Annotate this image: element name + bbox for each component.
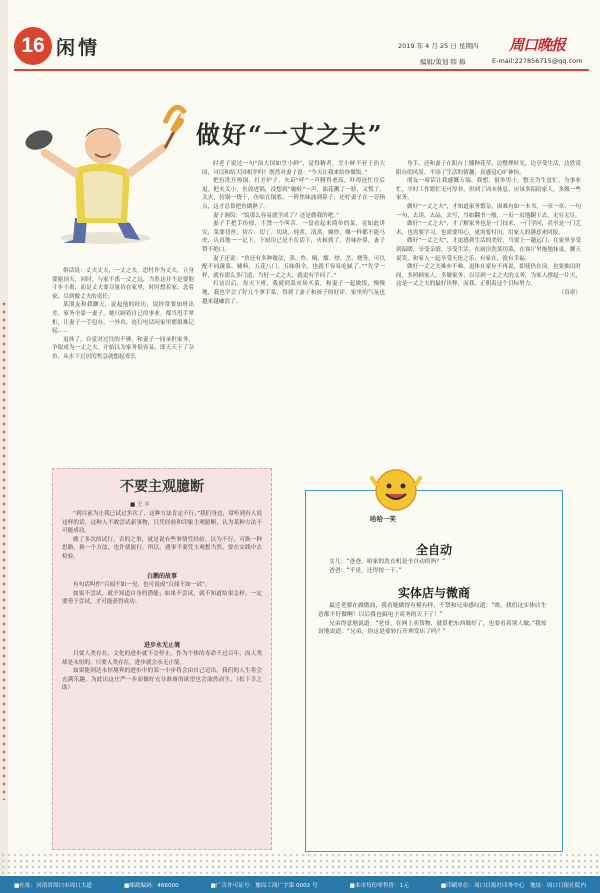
decorative-dots	[0, 300, 8, 800]
joke-line: 女儿：“爸爸，咱家的洗衣机是全自动的吗？”	[329, 559, 446, 565]
footer-postcode: ■邮政编码：466000	[124, 882, 179, 889]
header-email: E-mail:227856715@qq.com	[492, 57, 583, 65]
article-paragraph: 退休了，自觉对过往的不够，和妻子一同承担家务，争取成为一丈之夫。开始以为家务很容易，即天天下了杂鱼，从水下过居的焦急就想起香长	[52, 336, 194, 360]
essay-intro	[62, 510, 262, 568]
article-paragraph: 妻子还说：“鱼还有多种做法，蒸、炸、焖、熘、炒、烹、烧等，可以配不同蔬菜、辅料，五花八门，五味俱全，也就不容易吃腻了。”“先学一样，就有那么多门道，当好一丈之夫，就更有学问了。”	[202, 255, 385, 279]
newspaper-logo: 周口晚报	[509, 36, 566, 54]
article-paragraph: 打这以后，每天下班，我就到菜市场买菜，和妻子一起做饭，慢慢地，我也学会了好几个拿手菜，得到了妻子和孩子的好评，家里的气氛也越来越融洽了。	[202, 281, 385, 305]
article-paragraph: 妻子调侃：“饭那么容易就学成了？还是做我的吧。”	[213, 212, 340, 219]
essay-title: 不要主观臆断	[120, 479, 204, 495]
article-paragraph: 时老子说过一句“治大国如烹小鲜”，觉得精者，烹小鲜不亚于治大国，可以和给大国相差吗？既然对妻子说：“今天让我来给你做饭。”	[202, 161, 385, 176]
article-paragraph: 某朋友和我聊天，说起他的经历，说经常要加班出差，家务全靠一妻子，她只顾着自己的事业，都当甩手掌柜，让妻子一手包办，一外出，连打电话问家里都很难记起……	[52, 302, 194, 335]
joke-line: 爸爸：“不是，还得按一下。”	[329, 567, 402, 574]
article-paragraph: 把鱼洗开热锅，打开炉子，火苗“呼”一声腾得老高，吓得连忙往后退，把火关小，鱼放进锅，没想到“嗞啦”一声，油花溅了一脸，又慌了，关火，待锅一烧干，鱼贴在锅底，一阵焦味涌到鼻子，还好妻子在一旁指点，这才总算把鱼做熟了。	[202, 178, 385, 210]
essay-paragraph: 有句话叫作“百闻不如一见，也可说成“百闻不如一试”。	[73, 582, 211, 588]
essay-paragraph: 只要人类存在，文化的进步就不会停止，作为个体的寿命不过百年，而人类却是永恒的。只要人类存在，进步就会永无止境。	[62, 651, 262, 666]
joke-2-text	[318, 602, 550, 637]
joke-line: 兄弟得意地说道：“老哥，在网上卖货物，就算把东西做好了，也要看着别人做。”我惊讶地说道：“兄弟，你这是要转行开理发店了吗？”	[318, 620, 547, 636]
decorative-dot-band	[0, 852, 600, 874]
article-column-2	[202, 160, 385, 490]
article-paragraph: 朋友一席话让我感慨万端。我想，很多男士，整天为生意忙、为事业忙，平时工作繁忙无可厚非，但到了周末休息，应该多陪陪家人，多做一些家务。	[396, 178, 581, 202]
page-number: 16	[14, 27, 52, 65]
header-date: 2019 年 4 月 25 日 星期四	[398, 42, 479, 50]
article-column-3	[396, 160, 581, 490]
smiley-emoji-icon	[370, 462, 422, 514]
essay-subheading-1: 白鹅的故事	[146, 573, 177, 580]
header-rule	[14, 69, 589, 71]
article-paragraph: 妻子手把手传授，不禁一个叫苦。一盘看起来简单的菜，竟如此讲究，菜要切丝、切片、切丁、切块，炖煮、清蒸、爆炒，哪一样都不能马虎，认真地一一记下，下厨房已是不在话下，火候到了，香味扑鼻，妻子赞不绝口。	[202, 221, 385, 253]
article-paragraph: 做好“一丈之夫”，才知道家务繁杂，困难有如一本书，一章一章、一句一句，去读，去品，去写，当如翻书一般，一页一页地翻下去，无穷无尽。	[396, 203, 581, 219]
essay-byline: ■ 王 丰	[130, 502, 150, 508]
footer-printer: ■印刷单位：周口日报社印务中心 地址：周口日报社院内	[440, 882, 586, 889]
essay-section-2	[62, 650, 262, 730]
joke-line: 最近老婆在做微商，我看她做得有模有样，不禁和兄弟感叹道：“唉，我们这实体店生意都不好做啊！以后我也搞电子商务的天下了！”	[318, 603, 547, 618]
essay-paragraph: 如果能到达永恒境界的进步中的某一小步将会由自己迈出，我们的人生将会充满乐趣，为此出这庄严一步而做好充分准备的欲望也会油然而生。（松下幸之助）	[62, 668, 262, 692]
article-paragraph: 做好一丈之夫难亦不难，退休在家应不再说，即使仍在岗，也要抽出时间，多照顾家人，多做家务，以尽到一丈之夫的义务，为家人撑起一片天，这是一丈之夫的最好诠释，而我，正朝着这个目标努力。	[396, 264, 581, 288]
article-paragraph: 做好“一丈之夫”，才了解家务也是一门技术，一门学问，甚至是一门艺术，也需要学习，也需要用心，更需要付出，用家人的满意来回报。	[396, 221, 581, 236]
essay-subheading-2: 进步永无止境	[143, 642, 180, 649]
essay-paragraph: 做了多次的试行，否的之事，就是说有些事情凭经验，以为不行，可换一种思路，换一个方法，也许就能行。所以，遇事不要凭主观想当然，要在实践中去检验。	[62, 536, 262, 560]
footer-price: ■本市每份零售价：1元	[349, 882, 409, 889]
joke-2-title: 实体店与微商	[397, 586, 470, 600]
article-title: 做好“一丈之夫”	[196, 120, 384, 149]
article-column-1	[52, 267, 194, 463]
essay-paragraph: “到目前为止我已试过多次了，这种方法肯定不行。”我们身边，常听到有人说这样的话，这种人不敢尝试新事物，只凭经验和印象主观臆断，认为某种方法不可能成功。	[62, 511, 262, 535]
footer-license: ■广告许可证号：豫周工商广字第 0002 号	[210, 882, 318, 889]
header-editor: 编辑/策划 韩 梅	[420, 58, 466, 66]
article-paragraph: 俗话说：丈夫丈夫，一丈之夫。思忖作为丈夫，立身要能顶天，同时，与家不离一丈之远，当然这并不是要他寸步不离，而是丈夫要尽量待在家里，时时想着家，念着家，尽到做丈夫的责任。	[52, 268, 194, 300]
joke-1-text	[318, 558, 550, 576]
footer-bar	[0, 876, 600, 893]
joke-tag: 哈哈一笑	[370, 515, 396, 523]
footer-address: ■社址：河南省周口市周口大道	[14, 882, 93, 889]
article-paragraph: 做好“一丈之夫”，才更感到生活的美好，当要上一趟远门，在家里享受到温暖，享受亲情，享受生活。在厨房洗菜切菜，在客厅里拖地抹桌，聊天说笑，和家人一起享受天伦之乐，有家在，就有幸福。	[396, 238, 581, 262]
essay-paragraph: 如果不尝试，就不知道自身的潜能；如果不尝试，就不知道结果怎样。一定要勇于尝试，才可能获得成功。	[62, 590, 262, 606]
chef-illustration	[15, 78, 190, 248]
section-title: 闲情	[56, 37, 101, 59]
article-paragraph: 身手，还和妻子在阳台上播种花草，边整理时光，边享受生活，边欣赏阳台的风景，平添了生活的情趣，真感觉心旷神怡。	[396, 161, 581, 176]
article-signature: （首席）	[558, 289, 581, 296]
essay-section-1	[62, 581, 262, 631]
joke-1-title: 全自动	[415, 543, 452, 557]
